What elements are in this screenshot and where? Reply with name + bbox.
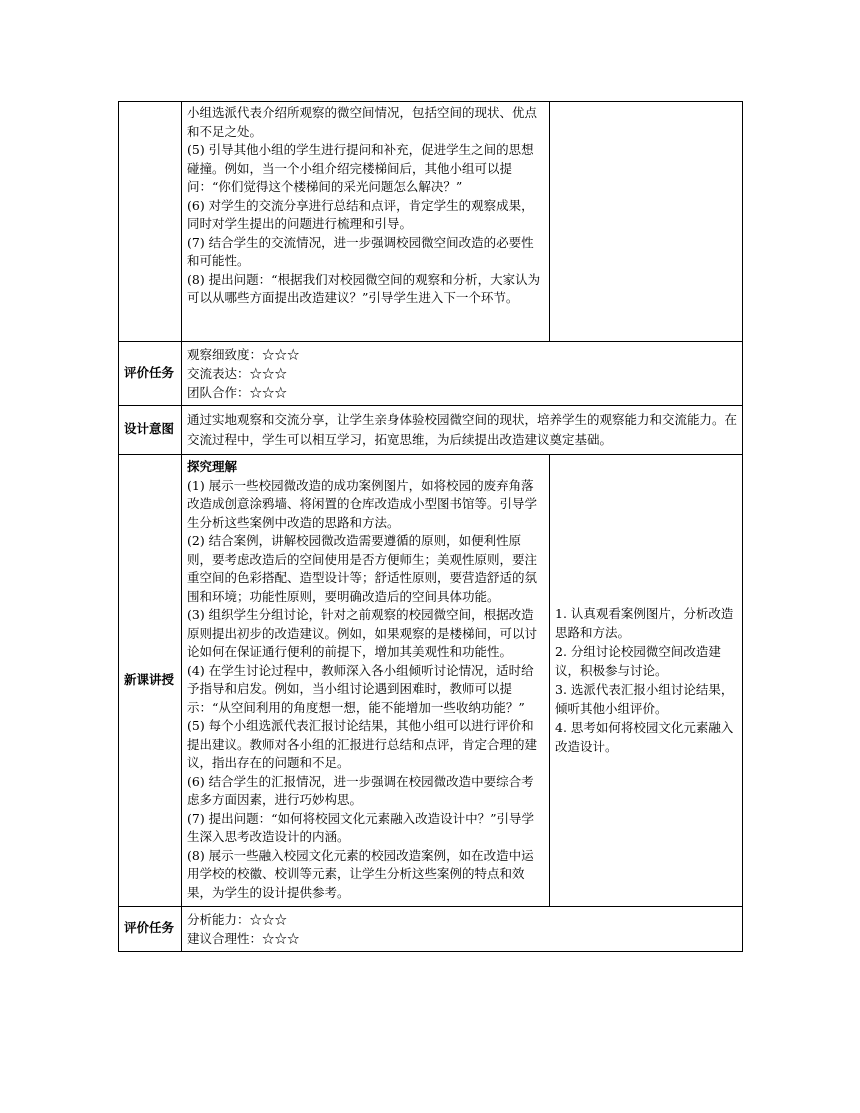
student-item: 3. 选派代表汇报小组讨论结果，倾听其他小组评价。 xyxy=(555,682,734,716)
eval-task-label: 评价任务 xyxy=(119,907,182,952)
list-item: (1) 展示一些校园微改造的成功案例图片，如将校园的废弃角落改造成创意涂鸦墙、将闲置的仓库改造成小型图书馆等。引导学生分析这些案例中改造的思路和方法。 xyxy=(187,477,538,530)
eval-task-label: 评价任务 xyxy=(119,342,182,406)
list-item: (2) 结合案例，讲解校园微改造需要遵循的原则，如便利性原则，要考虑改造后的空间使用是否方便师生；美观性原则，要注重空间的色彩搭配、造型设计等；舒适性原则，要营造舒适的氛围和环境；功能性原则，要明确改造后的空间具体功能。 xyxy=(187,533,538,604)
table-row xyxy=(119,102,743,342)
list-item: (7) 提出问题：“如何将校园文化元素融入改造设计中？”引导学生深入思考改造设计的内涵。 xyxy=(187,810,534,844)
design-intent-label: 设计意图 xyxy=(119,406,182,455)
list-item: (8) 提出问题：“根据我们对校园微空间的观察和分析，大家认为可以从哪些方面提出改造建议？”引导学生进入下一个环节。 xyxy=(187,271,541,305)
section-heading: 探究理解 xyxy=(187,459,238,474)
table-row xyxy=(119,342,743,406)
new-lesson-label: 新课讲授 xyxy=(119,455,182,907)
lesson-plan-table xyxy=(118,101,743,952)
list-item: (5) 每个小组选派代表汇报讨论结果，其他小组可以进行评价和提出建议。教师对各小组的汇报进行总结和点评，肯定合理的建议，指出存在的问题和不足。 xyxy=(187,718,538,770)
student-activity-cell xyxy=(550,102,743,342)
row-label-empty xyxy=(119,102,182,342)
student-item: 1. 认真观看案例图片，分析改造思路和方法。 xyxy=(555,606,734,640)
student-activity-cell xyxy=(550,455,743,907)
list-item: (8) 展示一些融入校园文化元素的校园改造案例，如在改造中运用学校的校徽、校训等元素，让学生分析这些案例的特点和效果，为学生的设计提供参考。 xyxy=(187,847,534,900)
teacher-activity-cell xyxy=(182,102,550,342)
design-intent-cell: 通过实地观察和交流分享，让学生亲身体验校园微空间的现状，培养学生的观察能力和交流能力。在交流过程中，学生可以相互学习，拓宽思维，为后续提出改造建议奠定基础。 xyxy=(182,406,743,455)
list-item: (5) 引导其他小组的学生进行提问和补充，促进学生之间的思想碰撞。例如，当一个小组介绍完楼梯间后，其他小组可以提问：“你们觉得这个楼梯间的采光问题怎么解决？” xyxy=(187,142,534,194)
list-item: (7) 结合学生的交流情况，进一步强调校园微空间改造的必要性和可能性。 xyxy=(187,234,534,268)
eval-item: 建议合理性：☆☆☆ xyxy=(187,931,300,946)
teacher-activity-cell xyxy=(182,455,550,907)
list-item: 小组选派代表介绍所观察的微空间情况，包括空间的现状、优点和不足之处。 xyxy=(187,105,538,139)
table-row xyxy=(119,907,743,952)
list-item: (6) 结合学生的汇报情况，进一步强调在校园微改造中要综合考虑多方面因素，进行巧妙构思。 xyxy=(187,773,534,807)
eval-task-cell xyxy=(182,907,743,952)
eval-item: 交流表达：☆☆☆ xyxy=(187,366,288,381)
list-item: (6) 对学生的交流分享进行总结和点评，肯定学生的观察成果，同时对学生提出的问题进行梳理和引导。 xyxy=(187,197,534,231)
eval-item: 分析能力：☆☆☆ xyxy=(187,912,288,927)
list-item: (3) 组织学生分组讨论，针对之前观察的校园微空间，根据改造原则提出初步的改造建议。例如，如果观察的是楼梯间，可以讨论如何在保证通行便利的前提下，增加其美观性和功能性。 xyxy=(187,607,538,659)
student-item: 2. 分组讨论校园微空间改造建议，积极参与讨论。 xyxy=(555,644,721,678)
table-row xyxy=(119,406,743,455)
table-row xyxy=(119,455,743,907)
eval-item: 团队合作：☆☆☆ xyxy=(187,385,288,400)
list-item: (4) 在学生讨论过程中，教师深入各小组倾听讨论情况，适时给予指导和启发。例如，当小组讨论遇到困难时，教师可以提示：“从空间利用的角度想一想，能不能增加一些收纳功能？” xyxy=(187,662,534,715)
eval-task-cell xyxy=(182,342,743,406)
eval-item: 观察细致度：☆☆☆ xyxy=(187,347,300,362)
student-item: 4. 思考如何将校园文化元素融入改造设计。 xyxy=(555,720,734,754)
